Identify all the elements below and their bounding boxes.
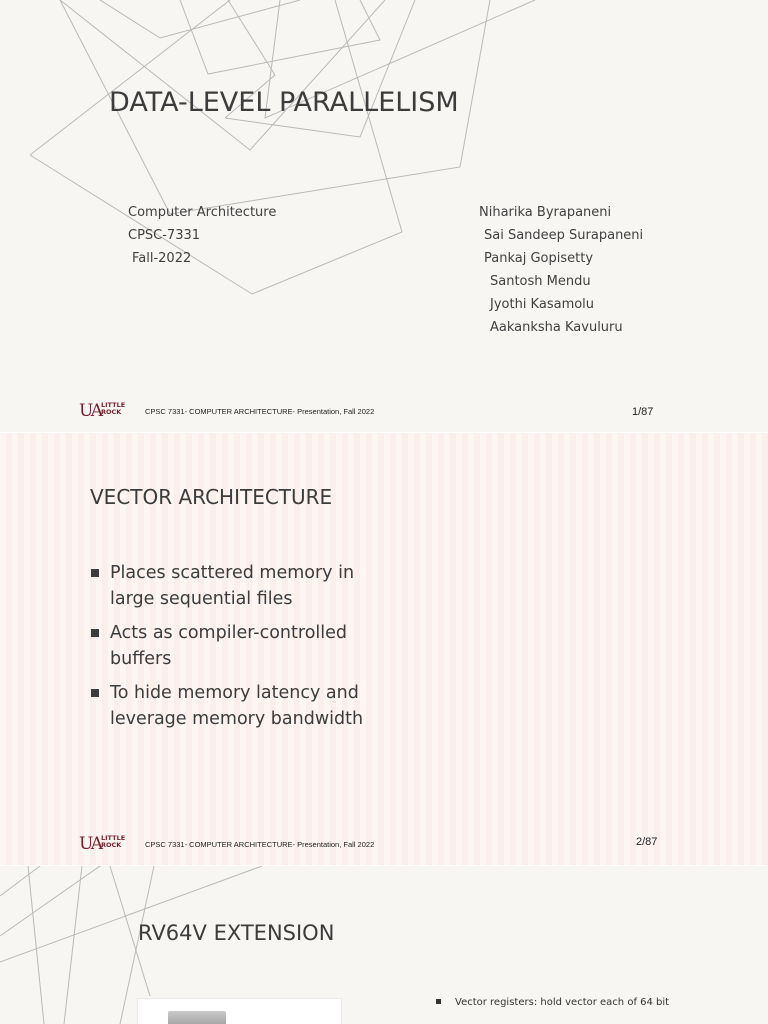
logo-mark: UA [79, 401, 102, 421]
author-name: Sai Sandeep Surapaneni [484, 228, 644, 243]
page-number: 2/87 [636, 836, 658, 848]
bullet-item: Acts as compiler-controlled buffers [90, 620, 390, 672]
logo-text: LITTLE ROCK [101, 834, 126, 849]
slide-1 [0, 0, 768, 432]
register-diagram-image [137, 998, 342, 1024]
author-name: Niharika Byrapaneni [479, 205, 612, 220]
bullet-item: Places scattered memory in large sequential files [90, 560, 390, 612]
decorative-lines [0, 0, 768, 432]
page-number: 1/87 [632, 406, 654, 418]
bullet-square-icon [91, 689, 99, 697]
bullet-item: Vector registers: hold vector each of 64 bit [436, 996, 695, 1009]
slide-footer [0, 398, 768, 428]
slide-footer [0, 831, 768, 861]
author-name: Jyothi Kasamolu [490, 297, 595, 312]
course-code: CPSC-7331 [128, 228, 201, 243]
logo-mark: UA [79, 834, 102, 854]
author-name: Pankaj Gopisetty [484, 251, 594, 266]
ua-little-rock-logo [79, 401, 131, 421]
register-chip [168, 1011, 226, 1024]
footer-text: CPSC 7331- COMPUTER ARCHITECTURE- Presentation, Fall 2022 [145, 407, 375, 416]
slide-3 [0, 866, 768, 1024]
ua-little-rock-logo [79, 834, 131, 854]
author-name: Aakanksha Kavuluru [490, 320, 623, 335]
course-term: Fall-2022 [132, 251, 192, 266]
slide-2 [0, 433, 768, 865]
bullet-square-icon [436, 999, 441, 1004]
bullet-square-icon [91, 569, 99, 577]
bullet-square-icon [91, 629, 99, 637]
author-name: Santosh Mendu [490, 274, 591, 289]
logo-text: LITTLE ROCK [101, 401, 126, 416]
bullet-item: To hide memory latency and leverage memory bandwidth [90, 680, 390, 732]
course-name: Computer Architecture [128, 205, 277, 220]
bullet-list [90, 560, 390, 740]
slide-title: DATA-LEVEL PARALLELISM [109, 87, 459, 118]
slide-title: RV64V EXTENSION [138, 921, 335, 945]
slide-title: VECTOR ARCHITECTURE [90, 485, 333, 509]
footer-text: CPSC 7331- COMPUTER ARCHITECTURE- Presentation, Fall 2022 [145, 840, 375, 849]
